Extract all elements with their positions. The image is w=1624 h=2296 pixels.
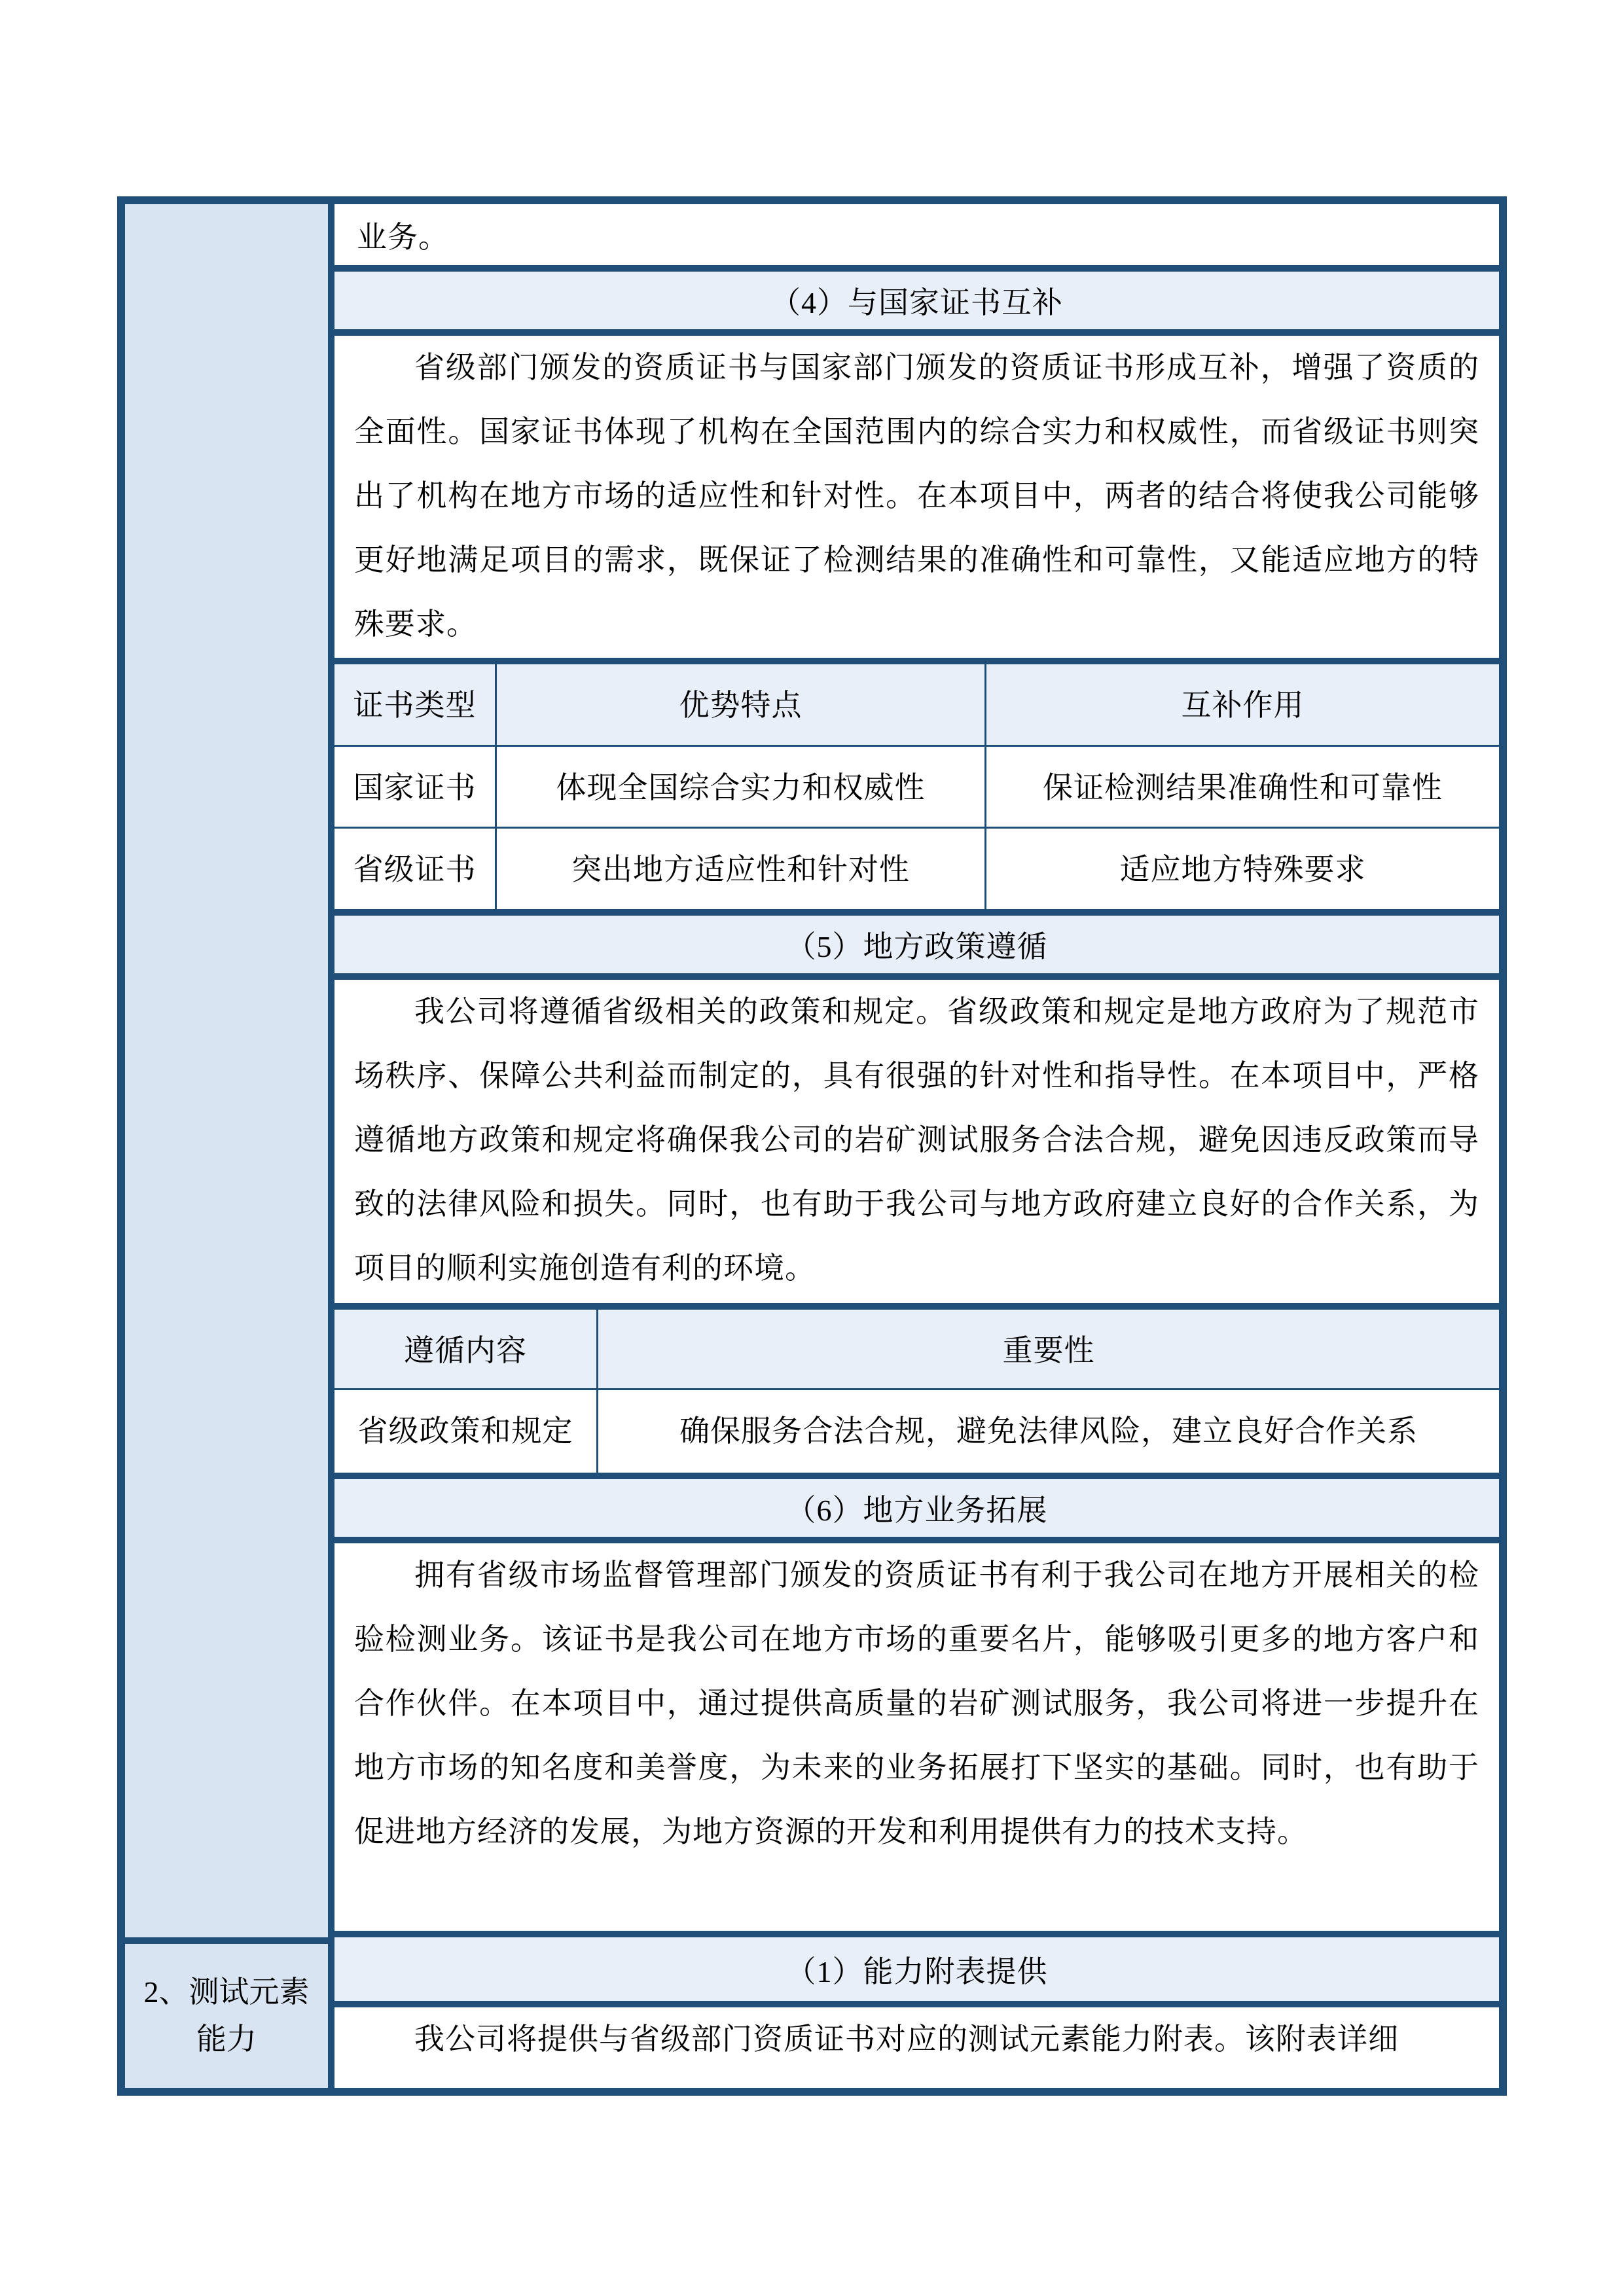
section-6-header: （6）地方业务拓展 (334, 1479, 1499, 1537)
policy-compliance-table (334, 1310, 1499, 1473)
policy-table-header-importance: 重要性 (598, 1310, 1499, 1388)
table-cell: 突出地方适应性和针对性 (497, 829, 984, 909)
table-cell: 适应地方特殊要求 (986, 829, 1499, 909)
section-6-paragraph: 拥有省级市场监督管理部门颁发的资质证书有利于我公司在地方开展相关的检验检测业务。该证书是我公司在地方市场的重要名片，能够吸引更多的地方客户和合作伙伴。在本项目中，通过提供高质量的岩矿测试服务，我公司将进一步提升在地方市场的知名度和美誉度，为未来的业务拓展打下坚实的基础。同时，也有助于促进地方经济的发展，为地方资源的开发和利用提供有力的技术支持。 (354, 1558, 1479, 1848)
section-1b-paragraph: 我公司将提供与省级部门资质证书对应的测试元素能力附表。该附表详细 (414, 2022, 1399, 2056)
table-cell: 国家证书 (334, 747, 495, 827)
section-1b-paragraph-cell (334, 2007, 1499, 2088)
paragraph-continuation: 业务。 (334, 204, 1499, 265)
section-4-paragraph: 省级部门颁发的资质证书与国家部门颁发的资质证书形成互补，增强了资质的全面性。国家证书体现了机构在全国范围内的综合实力和权威性，而省级证书则突出了机构在地方市场的适应性和针对性。在本项目中，两者的结合将使我公司能够更好地满足项目的需求，既保证了检测结果的准确性和可靠性，又能适应地方的特殊要求。 (354, 351, 1479, 641)
section-6-paragraph-cell (334, 1543, 1499, 1931)
section-4-header: （4）与国家证书互补 (334, 272, 1499, 329)
content-column (334, 204, 1499, 2088)
document-table (117, 196, 1507, 2096)
section-5-paragraph: 我公司将遵循省级相关的政策和规定。省级政策和规定是地方政府为了规范市场秩序、保障公共利益而制定的，具有很强的针对性和指导性。在本项目中，严格遵循地方政策和规定将确保我公司的岩矿测试服务合法合规，避免因违反政策而导致的法律风险和损失。同时，也有助于我公司与地方政府建立良好的合作关系，为项目的顺利实施创造有利的环境。 (354, 995, 1479, 1285)
table-cell: 保证检测结果准确性和可靠性 (986, 747, 1499, 827)
table-cell: 省级证书 (334, 829, 495, 909)
category-cell-continued (125, 204, 328, 1937)
section-4-paragraph-cell (334, 336, 1499, 658)
section-5-paragraph-cell (334, 980, 1499, 1303)
certificate-comparison-table (334, 664, 1499, 909)
policy-table-header-content: 遵循内容 (334, 1310, 596, 1388)
category-column (125, 204, 328, 2088)
table-cell: 确保服务合法合规，避免法律风险，建立良好合作关系 (598, 1390, 1499, 1473)
table-cell: 体现全国综合实力和权威性 (497, 747, 984, 827)
section-5-header: （5）地方政策遵循 (334, 916, 1499, 973)
section-1b-header: （1）能力附表提供 (334, 1937, 1499, 2001)
table-cell: 省级政策和规定 (334, 1390, 596, 1473)
cert-table-header-type: 证书类型 (334, 664, 495, 745)
category-cell-test-elements: 2、测试元素能力 (125, 1944, 328, 2088)
cert-table-header-complement: 互补作用 (986, 664, 1499, 745)
cert-table-header-advantage: 优势特点 (497, 664, 984, 745)
